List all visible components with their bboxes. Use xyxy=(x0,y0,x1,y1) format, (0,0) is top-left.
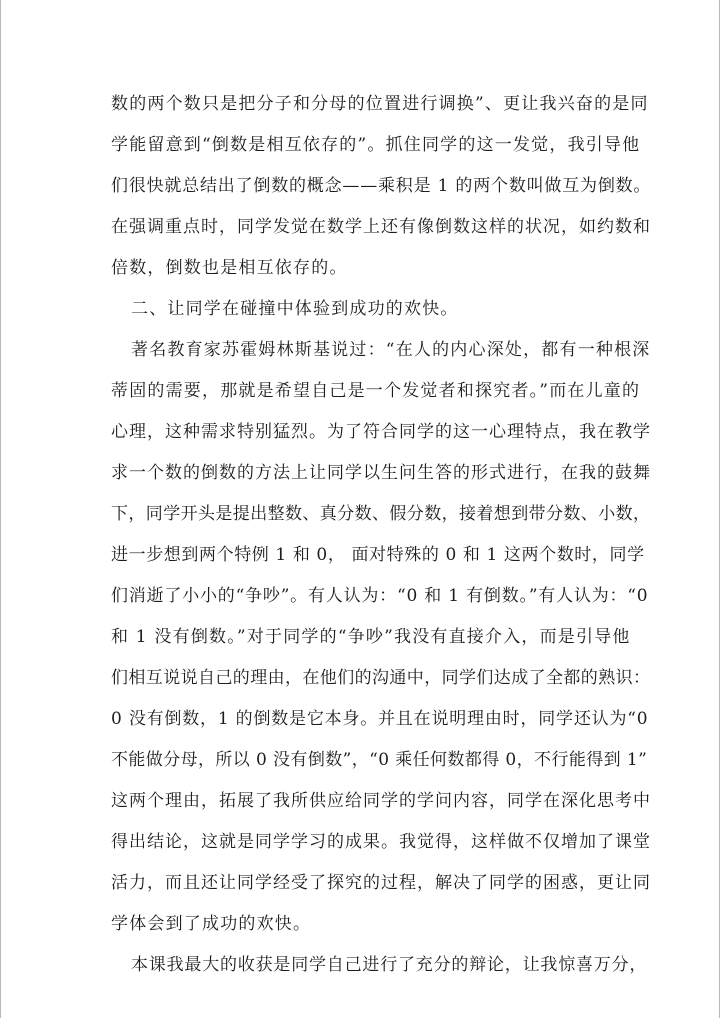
text-line: 0 没有倒数，1 的倒数是它本身。并且在说明理由时，同学还认为“0 xyxy=(111,709,649,729)
text-line: 倍数，倒数也是相互依存的。 xyxy=(111,258,348,278)
text-line: 在强调重点时，同学发觉在数学上还有像倒数这样的状况，如约数和 xyxy=(111,217,651,237)
text-line: 和 1 没有倒数。”对于同学的“争吵”我没有直接介入，而是引导他 xyxy=(111,627,631,647)
text-line: 这两个理由，拓展了我所供应给同学的学问内容，同学在深化思考中 xyxy=(111,791,651,811)
text-line: 学能留意到“倒数是相互依存的”。抓住同学的这一发觉，我引导他 xyxy=(111,135,641,155)
text-line: 求一个数的倒数的方法上让同学以生问生答的形式进行，在我的鼓舞 xyxy=(111,463,651,483)
text-line: 进一步想到两个特例 1 和 0， 面对特殊的 0 和 1 这两个数时，同学 xyxy=(111,545,645,565)
text-line: 们很快就总结出了倒数的概念——乘积是 1 的两个数叫做互为倒数。 xyxy=(111,176,652,196)
text-line: 心理，这种需求特别猛烈。为了符合同学的这一心理特点，我在教学 xyxy=(111,422,651,442)
text-line: 蒂固的需要，那就是希望自己是一个发觉者和探究者。”而在儿童的 xyxy=(111,381,641,401)
text-line: 活力，而且还让同学经受了探究的过程，解决了同学的困惑，更让同 xyxy=(111,873,651,893)
text-line: 数的两个数只是把分子和分母的位置进行调换”、更让我兴奋的是同 xyxy=(111,94,649,114)
text-line: 们消逝了小小的“争吵”。有人认为：“0 和 1 有倒数。”有人认为：“0 xyxy=(111,586,649,606)
text-line: 不能做分母，所以 0 没有倒数”，“0 乘任何数都得 0，不行能得到 1” xyxy=(111,750,648,770)
section-heading: 二、让同学在碰撞中体验到成功的欢快。 xyxy=(131,299,459,319)
text-line: 得出结论，这就是同学学习的成果。我觉得，这样做不仅增加了课堂 xyxy=(111,832,651,852)
text-line: 学体会到了成功的欢快。 xyxy=(111,914,312,934)
text-line: 们相互说说自己的理由，在他们的沟通中，同学们达成了全都的熟识： xyxy=(111,668,651,688)
text-line: 下，同学开头是提出整数、真分数、假分数，接着想到带分数、小数， xyxy=(111,504,651,524)
text-line: 著名教育家苏霍姆林斯基说过：“在人的内心深处，都有一种根深 xyxy=(131,340,651,360)
document-body xyxy=(1,0,720,1018)
text-line: 本课我最大的收获是同学自己进行了充分的辩论，让我惊喜万分， xyxy=(131,955,648,975)
